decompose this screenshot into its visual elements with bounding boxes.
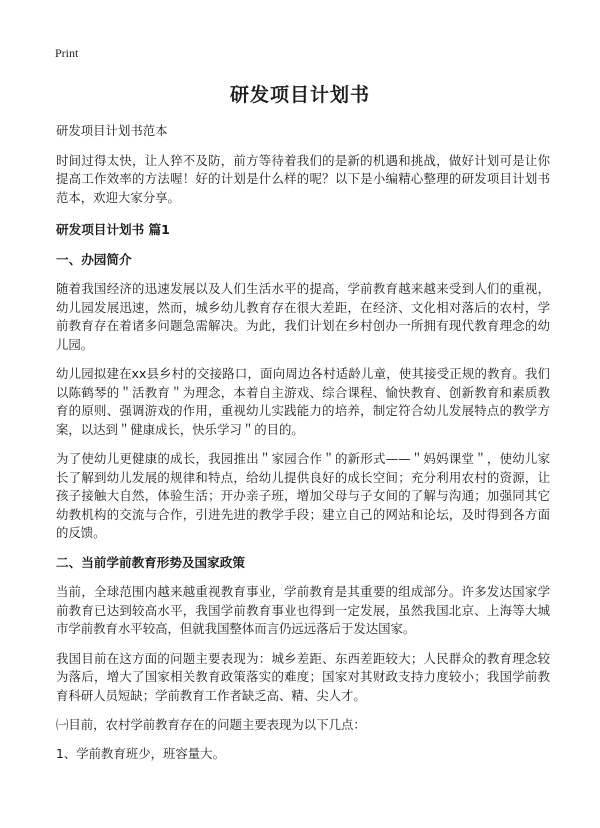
- section-2-paragraph-3: ㈠目前，农村学前教育存在的问题主要表现为以下几点：: [56, 717, 366, 732]
- section-1-paragraph-3: 为了使幼儿更健康的成长，我园推出＂家园合作＂的新形式——＂妈妈课堂＂，使幼儿家长了解到幼儿发展的规律和特点，给幼儿提供良好的成长空间；充分利用农村的资源，让孩子接触大自然，体验生活；开办亲子班，增加父母与子女间的了解与沟通；加强同其它幼教机构的交流与合作，引进先进的教学手段；建立自己的网站和论坛，及时得到各方面的反馈。: [56, 451, 550, 540]
- document-subtitle: 研发项目计划书范本: [56, 123, 168, 138]
- document-title: 研发项目计划书: [229, 84, 370, 106]
- print-label: Print: [55, 46, 79, 60]
- section-2-paragraph-1: 当前，全球范围内越来越重视教育事业，学前教育是其重要的组成部分。许多发达国家学前教育已达到较高水平，我国学前教育事业也得到一定发展，虽然我国北京、上海等大城市学前教育水平较高，但就我国整体而言仍远远落后于发达国家。: [56, 584, 550, 636]
- section-heading-2: 二、当前学前教育形势及国家政策: [56, 554, 245, 570]
- section-1-paragraph-2: 幼儿园拟建在xx县乡村的交接路口，面向周边各村适龄儿童，使其接受正规的教育。我们以陈鹤琴的＂活教育＂为理念，本着自主游戏、综合课程、愉快教育、创新教育和素质教育的原则、强调游戏的作用，重视幼儿实践能力的培养，制定符合幼儿发展特点的教学方案，以达到＂健康成长，快乐学习＂的目的。: [56, 366, 550, 437]
- intro-paragraph: 时间过得太快，让人猝不及防，前方等待着我们的是新的机遇和挑战，做好计划可是让你提高工作效率的方法喔！好的计划是什么样的呢？以下是小编精心整理的研发项目计划书范本，欢迎大家分享。: [56, 152, 550, 205]
- document-body: [56, 122, 550, 774]
- part-heading: 研发项目计划书 篇1: [56, 222, 170, 237]
- section-1-paragraph-1: 随着我国经济的迅速发展以及人们生活水平的提高，学前教育越来越来受到人们的重视，幼儿园发展迅速，然而，城乡幼儿教育存在很大差距，在经济、文化相对落后的农村，学前教育存在着诸多问题急需解决。为此，我们计划在乡村创办一所拥有现代教育理念的幼儿园。: [56, 281, 550, 352]
- section-2-paragraph-2: 我国目前在这方面的问题主要表现为：城乡差距、东西差距较大；人民群众的教育理念较为落后，增大了国家相关教育政策落实的难度；国家对其财政支持力度较小；我国学前教育科研人员短缺；学前教育工作者缺乏高、精、尖人才。: [56, 650, 550, 703]
- section-2-paragraph-4: 1、学前教育班少，班容量大。: [56, 745, 225, 761]
- section-heading-1: 一、办园简介: [56, 251, 132, 267]
